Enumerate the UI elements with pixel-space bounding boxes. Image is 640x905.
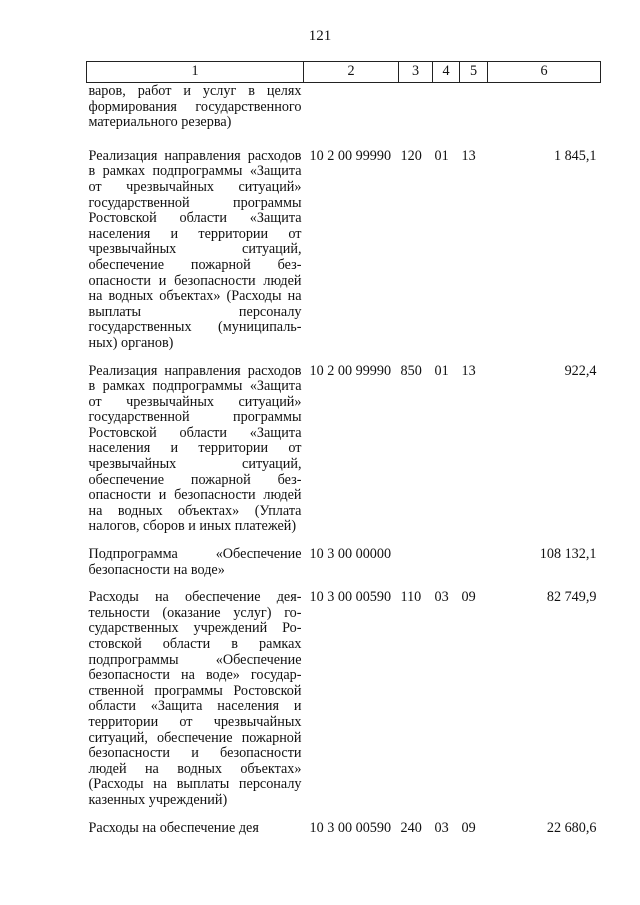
table-row <box>87 83 601 149</box>
row-vr: 120 <box>400 147 422 164</box>
table-row <box>87 547 601 590</box>
header-col-4: 4 <box>433 62 460 83</box>
row-amount <box>488 83 601 149</box>
row-rz: 01 <box>434 147 449 164</box>
header-col-6: 6 <box>488 62 601 83</box>
table-row <box>87 821 601 849</box>
row-amount: 82 749,9 <box>546 589 597 606</box>
row-rz: 03 <box>434 819 449 836</box>
row-rz <box>433 83 460 149</box>
row-pr: 13 <box>461 147 476 164</box>
row-vr: 240 <box>400 819 422 836</box>
header-col-3: 3 <box>399 62 433 83</box>
row-code <box>304 83 399 149</box>
header-row <box>87 62 601 83</box>
budget-table <box>86 61 601 848</box>
row-vr: 850 <box>400 362 422 379</box>
header-col-2: 2 <box>304 62 399 83</box>
row-pr <box>460 83 488 149</box>
row-vr <box>399 547 433 590</box>
row-amount: 108 132,1 <box>539 546 597 563</box>
row-pr: 09 <box>461 819 476 836</box>
row-amount: 1 845,1 <box>553 147 597 164</box>
row-rz <box>433 547 460 590</box>
row-code: 10 3 00 00000 <box>309 546 392 563</box>
row-code: 10 3 00 00590 <box>309 589 392 606</box>
row-name: Реализация направления расходов в рамках подпрограммы «Защита от чрезвычайных ситуаций» государственной программы Ростовской области «Защита населения и территории от чрезвычайных ситуаций, обеспечение пожарной безопасности и безопасности людей на водных объектах» (Уплата налогов, сборов и иных платежей) <box>88 362 302 535</box>
row-code: 10 3 00 00590 <box>309 819 392 836</box>
header-col-1: 1 <box>87 62 304 83</box>
row-name: Подпрограмма «Обеспечение безопасности на воде» <box>88 546 302 578</box>
header-col-5: 5 <box>460 62 488 83</box>
row-name: Расходы на обеспечение дея <box>88 819 259 836</box>
row-code: 10 2 00 99990 <box>309 362 392 379</box>
row-vr: 110 <box>400 589 422 606</box>
table-row <box>87 149 601 364</box>
row-vr <box>399 83 433 149</box>
row-rz: 03 <box>434 589 449 606</box>
row-pr: 13 <box>461 362 476 379</box>
row-pr: 09 <box>461 589 476 606</box>
row-name: Расходы на обеспечение деятельности (оказание услуг) государственных учреждений Ростовской области в рамках подпрограммы «Обеспечение безопасности на воде» государственной программы Ростовской области «Защита населения и территории от чрезвычайных ситуаций, обеспечение пожарной безопасности и безопасности людей на водных объектах» (Расходы на выплаты персоналу казенных учреждений) <box>88 589 302 808</box>
row-amount: 922,4 <box>564 362 597 379</box>
row-name: варов, работ и услуг в целях формирования государственного материального резерва) <box>88 83 302 131</box>
row-amount: 22 680,6 <box>546 819 597 836</box>
table-row <box>87 364 601 548</box>
row-name: Реализация направления расходов в рамках подпрограммы «Защита от чрезвычайных ситуаций» государственной программы Ростовской области «Защита населения и территории от чрезвычайных ситуаций, обеспечение пожарной безопасности и безопасности людей на водных объектах» (Расходы на выплаты персоналу государственных (муниципальных) органов) <box>88 147 302 351</box>
table-row <box>87 590 601 820</box>
row-code: 10 2 00 99990 <box>309 147 392 164</box>
row-rz: 01 <box>434 362 449 379</box>
row-pr <box>460 547 488 590</box>
page-number: 121 <box>308 28 332 44</box>
